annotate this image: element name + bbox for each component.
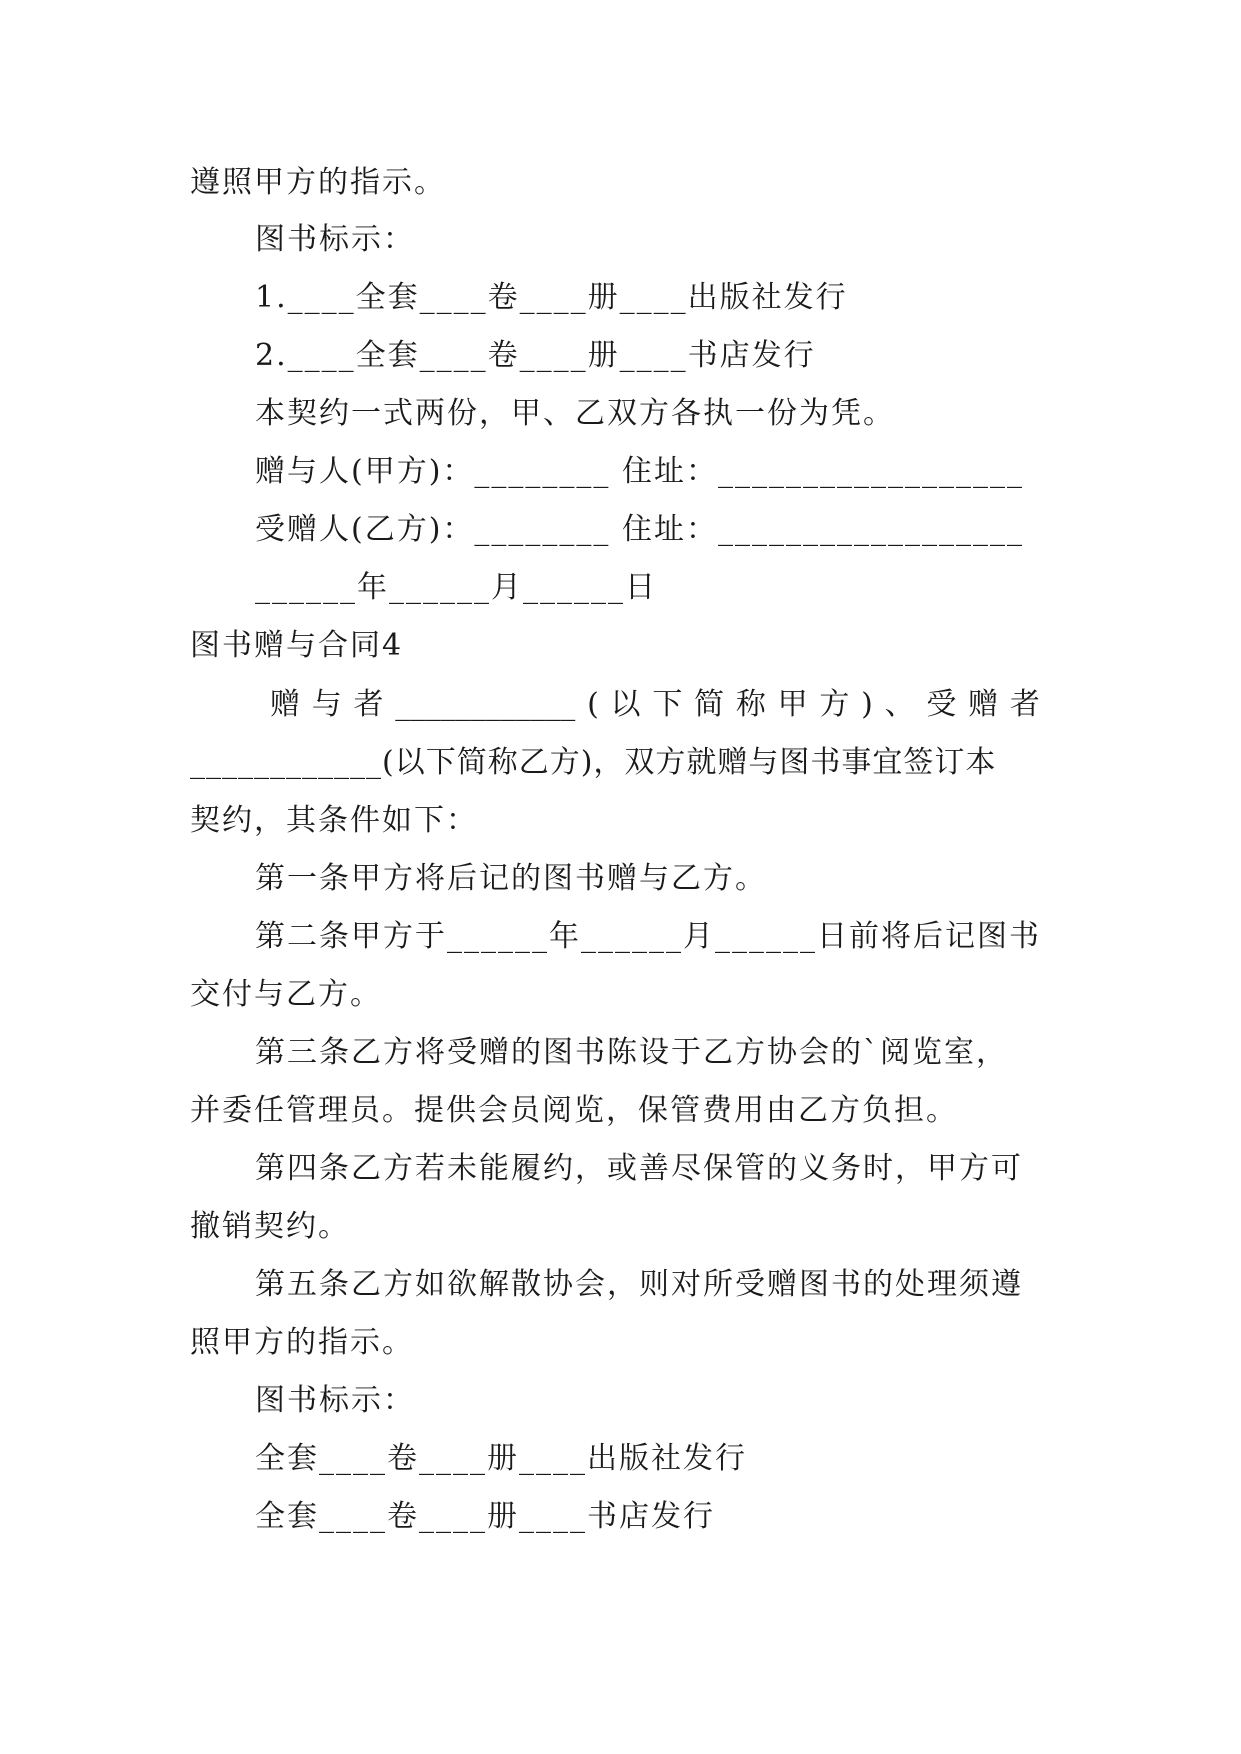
book-item-publisher: 全套____卷____册____出版社发行 [255, 1441, 747, 1476]
text-line: 遵照甲方的指示。 [190, 165, 446, 200]
text-fragment: 赠 [270, 687, 300, 722]
text-fragment: ) [861, 687, 873, 722]
text-fragment: ( [587, 687, 599, 722]
text-fragment: 、 [884, 687, 915, 722]
text-fragment: 下 [652, 687, 683, 722]
text-line: 撤销契约。 [190, 1209, 350, 1244]
book-item-2: 2.____全套____卷____册____书店发行 [255, 338, 816, 373]
clause-2: 第二条甲方于______年______月______日前将后记图书 [255, 919, 1041, 954]
text-fragment: 赠 [968, 687, 999, 722]
book-item-bookstore: 全套____卷____册____书店发行 [255, 1499, 715, 1534]
clause-3: 第三条乙方将受赠的图书陈设于乙方协会的`阅览室， [255, 1035, 1008, 1070]
clause-1: 第一条甲方将后记的图书赠与乙方。 [255, 861, 767, 896]
text-line: 并委任管理员。提供会员阅览，保管费用由乙方负担。 [190, 1093, 958, 1128]
recipient-line: 受赠人(乙方)：________ 住址：__________________ [255, 512, 1024, 547]
text-fragment: 受 [926, 687, 957, 722]
clause-4: 第四条乙方若未能履约，或善尽保管的义务时，甲方可 [255, 1151, 1023, 1186]
clause-5: 第五条乙方如欲解散协会，则对所受赠图书的处理须遵 [255, 1267, 1023, 1302]
text-fragment: 方 [819, 687, 850, 722]
section-label: 图书标示： [255, 222, 415, 257]
text-fragment: 与 [311, 687, 342, 722]
text-line: 交付与乙方。 [190, 977, 382, 1012]
text-line: 本契约一式两份，甲、乙双方各执一份为凭。 [255, 396, 895, 431]
date-line: ______年______月______日 [255, 570, 657, 605]
donor-line: 赠与人(甲方)：________ 住址：__________________ [255, 454, 1024, 489]
contract-heading: 图书赠与合同4 [190, 628, 404, 663]
text-line: ____________(以下简称乙方)，双方就赠与图书事宜签订本 [190, 745, 997, 780]
blank-field: ____________ [395, 687, 576, 722]
text-line: 契约，其条件如下： [190, 803, 478, 838]
text-fragment: 者 [1009, 687, 1040, 722]
justified-line [270, 686, 1040, 724]
text-fragment: 称 [735, 687, 766, 722]
text-fragment: 者 [353, 687, 384, 722]
text-fragment: 以 [610, 687, 641, 722]
text-fragment: 简 [694, 687, 725, 722]
book-item-1: 1.____全套____卷____册____出版社发行 [255, 280, 848, 315]
text-line: 照甲方的指示。 [190, 1325, 414, 1360]
section-label: 图书标示： [255, 1383, 415, 1418]
text-fragment: 甲 [777, 687, 808, 722]
